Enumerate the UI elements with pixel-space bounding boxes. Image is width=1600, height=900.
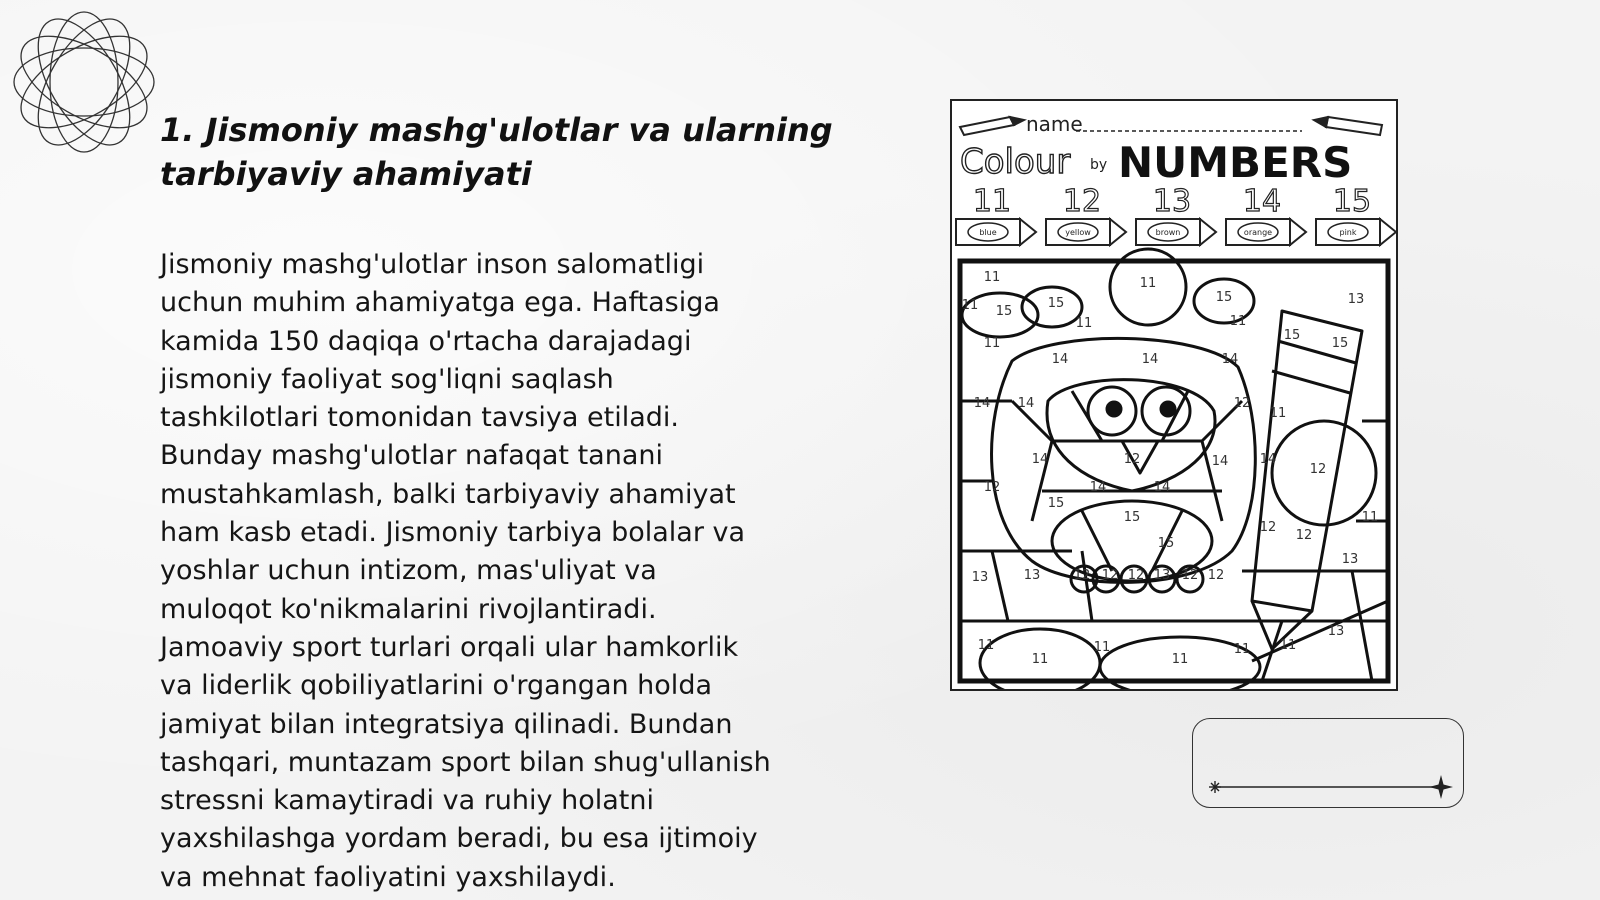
- region-number: 11: [983, 336, 1001, 351]
- region-number: 11: [1139, 276, 1157, 291]
- region-number: 11: [1233, 642, 1251, 657]
- body-line: Jamoaviy sport turlari orqali ular hamkorlik: [160, 631, 739, 663]
- region-number: 12: [1181, 568, 1199, 583]
- crayon-icon: [1316, 219, 1396, 245]
- colour-by-numbers-worksheet-image: [950, 99, 1398, 691]
- region-number: 14: [1089, 480, 1107, 495]
- region-number: 15: [1123, 510, 1141, 525]
- body-line: kamida 150 daqiqa o'rtacha darajadagi: [160, 325, 692, 357]
- region-number: 15: [1047, 296, 1065, 311]
- region-number: 14: [1211, 454, 1229, 469]
- region-number: 12: [1123, 452, 1141, 467]
- region-number: 12: [1127, 568, 1145, 583]
- crayon-icon: [956, 219, 1036, 245]
- pencil-icon: [960, 117, 1024, 135]
- four-point-star-icon: [1429, 775, 1453, 799]
- body-line: Jismoniy mashg'ulotlar inson salomatligi: [160, 249, 705, 280]
- region-number: 14: [1221, 352, 1239, 367]
- decorative-caption-box: [1192, 718, 1464, 808]
- region-number: 11: [977, 638, 995, 653]
- region-number: 14: [1017, 396, 1035, 411]
- region-number: 11: [1361, 510, 1379, 525]
- region-number: 13: [971, 570, 989, 585]
- body-line: uchun muhim ahamiyatga ega. Haftasiga: [160, 287, 720, 319]
- key-number-label: 13: [1152, 184, 1192, 219]
- region-number: 14: [1051, 352, 1069, 367]
- body-line: Bunday mashg'ulotlar nafaqat tanani: [160, 440, 663, 472]
- star-line-decoration: [1193, 719, 1465, 809]
- region-number: 11: [1279, 638, 1297, 653]
- region-number: 11: [1075, 316, 1093, 331]
- crayon-colour-label: yellow: [1065, 228, 1091, 237]
- slide-body-text: [160, 246, 880, 897]
- crayon-colour-label: orange: [1243, 228, 1273, 237]
- key-number-label: 15: [1332, 184, 1372, 219]
- region-number: 13: [1347, 292, 1365, 307]
- region-number: 12: [1207, 568, 1225, 583]
- region-number: 15: [1331, 336, 1349, 351]
- body-line: yaxshilashga yordam beradi, bu esa ijtimoiy: [160, 823, 758, 855]
- sparkle-icon: [1209, 781, 1221, 793]
- body-line: ham kasb etadi. Jismoniy tarbiya bolalar va: [160, 517, 746, 549]
- key-number-label: 11: [972, 184, 1012, 219]
- region-number: 12: [983, 480, 1001, 495]
- region-number: 13: [1023, 568, 1041, 583]
- slide-title-line: tarbiyaviy ahamiyati: [160, 155, 532, 193]
- colour-word: Colour: [960, 142, 1071, 182]
- region-number: 12: [1233, 396, 1251, 411]
- region-number: 14: [1031, 452, 1049, 467]
- body-line: tashkilotlari tomonidan tavsiya etiladi.: [160, 402, 679, 434]
- region-number: 12: [1101, 568, 1119, 583]
- region-number: 11: [1229, 314, 1247, 329]
- crayon-colour-label: brown: [1155, 228, 1181, 237]
- region-number: 13: [1153, 568, 1171, 583]
- key-number-label: 12: [1062, 184, 1102, 219]
- body-line: va mehnat faoliyatini yaxshilaydi.: [160, 861, 616, 893]
- body-line: jamiyat bilan integratsiya qilinadi. Bundan: [160, 708, 733, 740]
- region-number: 12: [1259, 520, 1277, 535]
- crayon-icon: [1046, 219, 1126, 245]
- crayon-colour-label: pink: [1339, 228, 1357, 237]
- region-number: 12: [1309, 462, 1327, 477]
- crayon-icon: [1136, 219, 1216, 245]
- region-number: 11: [1031, 652, 1049, 667]
- crayon-icon: [1226, 219, 1306, 245]
- body-line: tashqari, muntazam sport bilan shug'ullanish: [160, 746, 771, 778]
- region-number: 11: [1171, 652, 1189, 667]
- body-line: muloqot ko'nikmalarini rivojlantiradi.: [160, 593, 657, 625]
- body-line: jismoniy faoliyat sog'liqni saqlash: [160, 363, 614, 395]
- body-line: stressni kamaytiradi va ruhiy holatni: [160, 785, 654, 817]
- name-label: name: [1026, 112, 1083, 136]
- region-number: 11: [1269, 406, 1287, 421]
- region-number: 13: [1327, 624, 1345, 639]
- region-number: 12: [1073, 568, 1091, 583]
- region-number: 11: [1093, 640, 1111, 655]
- spirograph-logo-icon: [10, 8, 158, 156]
- region-number: 15: [1215, 290, 1233, 305]
- slide-title-line: 1. Jismoniy mashg'ulotlar va ularning: [160, 111, 833, 149]
- colour-key: [956, 184, 1396, 245]
- body-line: va liderlik qobiliyatlarini o'rgangan holda: [160, 670, 712, 702]
- region-number: 12: [1295, 528, 1313, 543]
- key-number-label: 14: [1242, 184, 1282, 219]
- region-number: 11: [983, 270, 1001, 285]
- body-line: yoshlar uchun intizom, mas'uliyat va: [160, 555, 657, 587]
- slide-title: [160, 108, 880, 196]
- region-number: 14: [973, 396, 991, 411]
- region-number: 15: [1047, 496, 1065, 511]
- region-number: 14: [1259, 452, 1277, 467]
- crayon-colour-label: blue: [979, 228, 997, 237]
- region-number: 15: [995, 304, 1013, 319]
- numbers-word: NUMBERS: [1118, 138, 1353, 187]
- region-number: 13: [1341, 552, 1359, 567]
- pencil-icon: [1314, 117, 1382, 135]
- by-word: by: [1090, 157, 1108, 173]
- region-number: 11: [961, 298, 979, 313]
- body-line: mustahkamlash, balki tarbiyaviy ahamiyat: [160, 478, 736, 510]
- region-number: 15: [1157, 536, 1175, 551]
- region-number: 14: [1153, 480, 1171, 495]
- worksheet-drawing: [952, 101, 1396, 689]
- region-number: 15: [1283, 328, 1301, 343]
- region-number: 14: [1141, 352, 1159, 367]
